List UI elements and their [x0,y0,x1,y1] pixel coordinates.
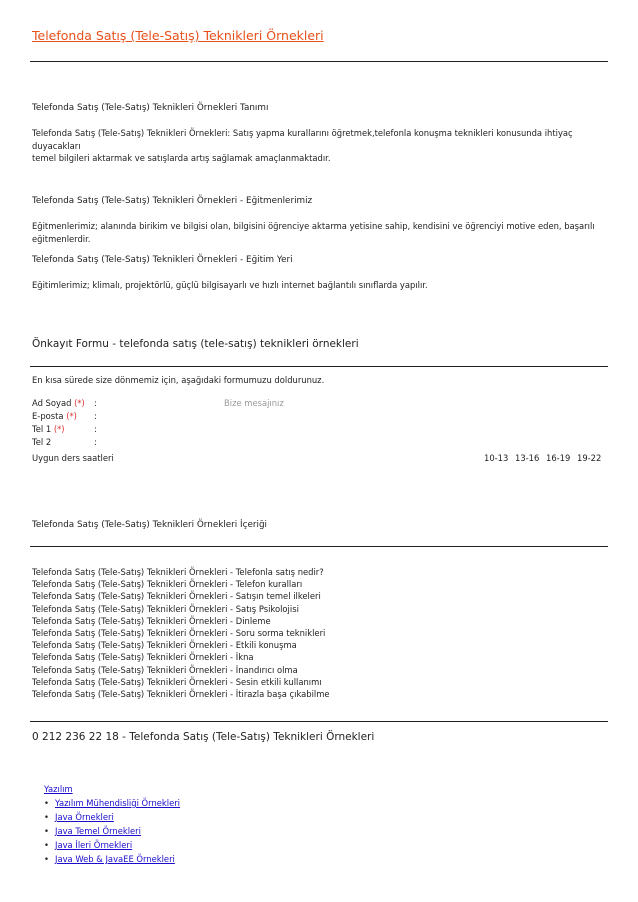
list-item: Telefonda Satış (Tele-Satış) Teknikleri Örnekleri - Dinleme [32,615,271,626]
bullet: • [44,840,49,850]
footer-list-item [44,826,141,836]
divider [30,546,608,547]
email-label-text: E-posta [32,411,64,421]
hour-option-16-19[interactable]: 16-19 [546,453,571,463]
venue-heading: Telefonda Satış (Tele-Satış) Teknikleri Örnekleri - Eğitim Yeri [32,255,293,265]
list-item: Telefonda Satış (Tele-Satış) Teknikleri Örnekleri - İtirazla başa çıkabilme [32,689,330,700]
phone1-label-text: Tel 1 [32,424,52,434]
footer-list-item [44,812,114,822]
form-title: Önkayıt Formu - telefonda satış (tele-satış) teknikleri örnekleri [32,338,359,350]
content-heading: Telefonda Satış (Tele-Satış) Teknikleri Örnekleri İçeriği [32,520,267,530]
list-item: Telefonda Satış (Tele-Satış) Teknikleri Örnekleri - Satışın temel ilkeleri [32,591,321,602]
definition-line-1: Telefonda Satış (Tele-Satış) Teknikleri Örnekleri: Satış yapma kurallarını öğretmek,telefonla konuşma teknikleri konusunda ihtiyaç duyacakları [32,128,573,151]
list-item: Telefonda Satış (Tele-Satış) Teknikleri Örnekleri - Telefon kuralları [32,579,303,590]
phone2-label-text: Tel 2 [32,437,52,447]
phone1-label [32,424,65,434]
required-marker: (*) [74,398,85,408]
venue-text: Eğitimlerimiz; klimalı, projektörlü, güçlü bilgisayarlı ve hızlı internet bağlantılı sınıflarda yapılır. [32,280,428,290]
list-item: Telefonda Satış (Tele-Satış) Teknikleri Örnekleri - Soru sorma teknikleri [32,628,326,639]
footer-link[interactable]: Java İleri Örnekleri [55,840,133,850]
footer-link[interactable]: Java Web & JavaEE Örnekleri [55,854,175,864]
list-item: Telefonda Satış (Tele-Satış) Teknikleri Örnekleri - Satış Psikolojisi [32,603,299,614]
trainers-text [32,220,610,245]
phone1-field[interactable]: : [94,424,97,434]
message-textarea[interactable]: Bize mesajınız [224,398,284,408]
footer-link[interactable]: Java Temel Örnekleri [55,826,141,836]
bullet: • [44,826,49,836]
definition-text [32,127,610,165]
contact-line: 0 212 236 22 18 - Telefonda Satış (Tele-Satış) Teknikleri Örnekleri [32,731,375,743]
footer-link[interactable]: Java Örnekleri [55,812,114,822]
divider [30,366,608,367]
trainers-line-2: eğitmenlerdir. [32,233,91,244]
footer-list-item [44,798,180,808]
definition-line-2: temel bilgileri aktarmak ve satışlarda artış sağlamak amaçlanmaktadır. [32,153,331,164]
email-label [32,411,77,421]
hour-option-19-22[interactable]: 19-22 [577,453,602,463]
trainers-line-1: Eğitmenlerimiz; alanında birikim ve bilgisi olan, bilgisini öğrenciye aktarma yetisine sahip, kendisini ve öğrenciyi motive eden, başarılı [32,221,595,231]
phone2-label [32,437,51,447]
footer-list-item [44,854,175,864]
bullet: • [44,812,49,822]
bullet: • [44,798,49,808]
content-list [32,566,330,700]
list-item: Telefonda Satış (Tele-Satış) Teknikleri Örnekleri - Telefonla satış nedir? [32,567,324,577]
footer-list-item [44,840,132,850]
list-item: Telefonda Satış (Tele-Satış) Teknikleri Örnekleri - Sesin etkili kullanımı [32,676,322,687]
footer-top-link[interactable]: Yazılım [44,784,73,794]
name-field[interactable]: : [94,398,97,408]
trainers-heading: Telefonda Satış (Tele-Satış) Teknikleri Örnekleri - Eğitmenlerimiz [32,196,313,206]
phone2-field[interactable]: : [94,437,97,447]
definition-heading: Telefonda Satış (Tele-Satış) Teknikleri Örnekleri Tanımı [32,103,269,113]
divider [30,721,608,722]
hour-option-13-16[interactable]: 13-16 [515,453,540,463]
required-marker: (*) [53,424,65,434]
footer-link[interactable]: Yazılım Mühendisliği Örnekleri [55,798,181,808]
list-item: Telefonda Satış (Tele-Satış) Teknikleri Örnekleri - Etkili konuşma [32,640,297,651]
list-item: Telefonda Satış (Tele-Satış) Teknikleri Örnekleri - İkna [32,652,254,663]
page-title-link[interactable]: Telefonda Satış (Tele-Satış) Teknikleri Örnekleri [32,28,324,43]
name-label-text: Ad Soyad [32,398,72,408]
divider [30,61,608,62]
bullet: • [44,854,49,864]
form-intro: En kısa sürede size dönmemiz için, aşağıdaki formumuzu doldurunuz. [32,375,325,385]
list-item: Telefonda Satış (Tele-Satış) Teknikleri Örnekleri - İnandırıcı olma [32,664,298,675]
hour-option-10-13[interactable]: 10-13 [484,453,509,463]
email-field[interactable]: : [94,411,97,421]
available-hours-label: Uygun ders saatleri [32,453,114,463]
required-marker: (*) [66,411,77,421]
name-label [32,398,85,408]
